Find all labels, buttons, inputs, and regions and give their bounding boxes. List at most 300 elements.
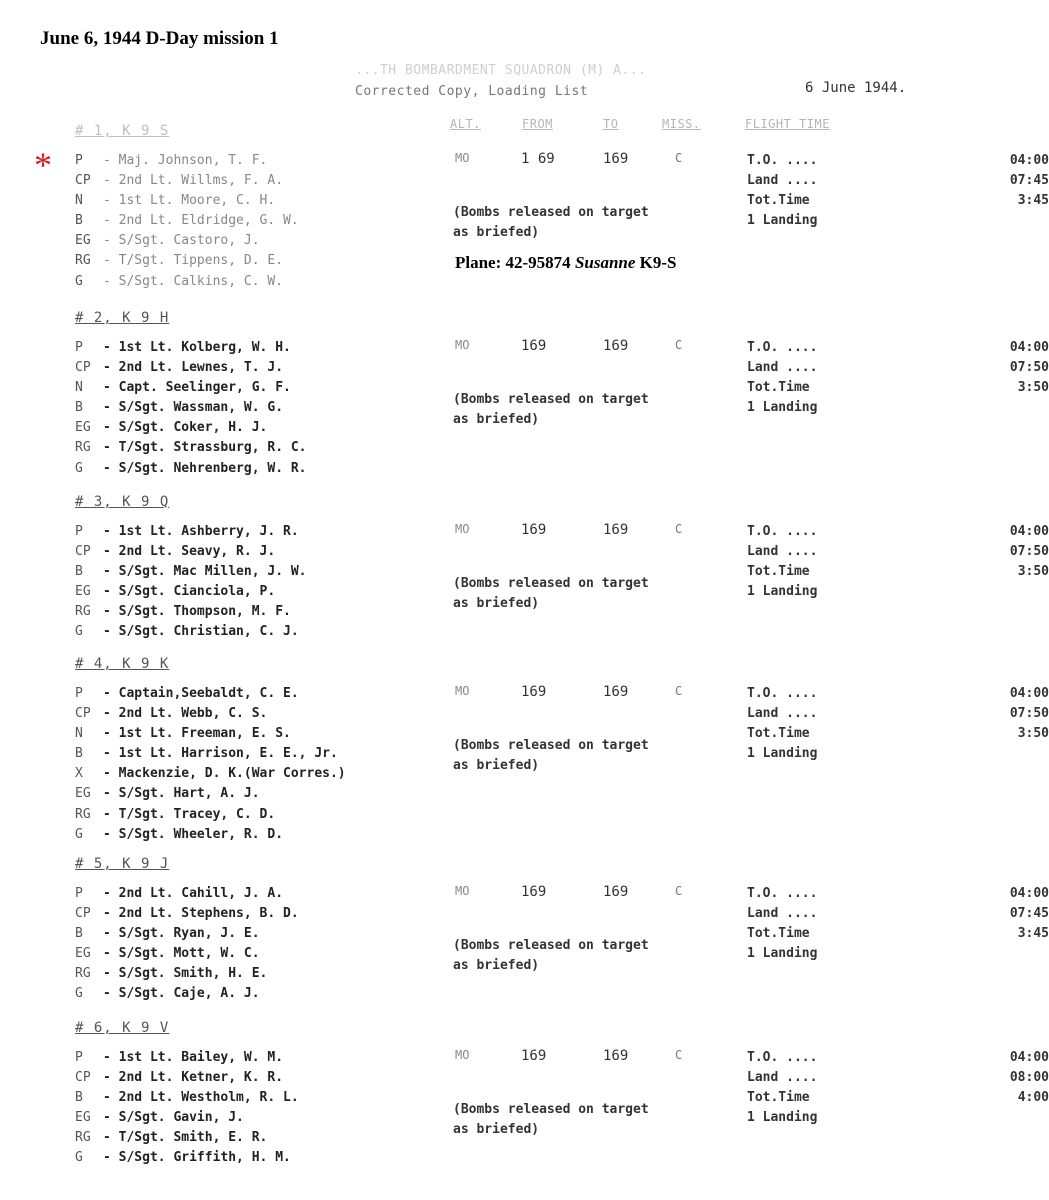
takeoff-time: 04:00 xyxy=(1009,686,1049,701)
bombs-line-2: as briefed) xyxy=(453,958,540,973)
member-name: S/Sgt. Smith, H. E. xyxy=(118,966,268,982)
member-name: S/Sgt. Coker, H. J. xyxy=(118,420,268,436)
land-time: 08:00 xyxy=(1009,1070,1049,1086)
to-value: 169 xyxy=(603,522,629,538)
member-name: T/Sgt. Smith, E. R. xyxy=(118,1130,268,1146)
crew-id: # 3, K 9 Q xyxy=(75,494,170,510)
altitude-value: MO xyxy=(455,1048,470,1062)
member-dash: - xyxy=(103,806,119,822)
landing-row xyxy=(747,704,1049,724)
column-header-to: TO xyxy=(603,117,619,131)
member-name: S/Sgt. Mott, W. C. xyxy=(118,946,260,962)
member-role: G xyxy=(75,826,83,842)
crew-member xyxy=(75,1088,299,1108)
document-subtitle: Corrected Copy, Loading List xyxy=(355,84,589,99)
member-name: Mackenzie, D. K.(War Corres.) xyxy=(118,766,346,782)
total-time: 3:45 xyxy=(1017,193,1049,209)
bombs-line-1: (Bombs released on target xyxy=(453,576,649,591)
member-dash: - xyxy=(103,1070,119,1086)
member-dash: - xyxy=(103,173,119,189)
total-time-row xyxy=(747,924,1049,944)
member-dash: - xyxy=(103,360,119,376)
member-dash: - xyxy=(103,766,119,782)
landing-row xyxy=(747,358,1049,378)
member-role: G xyxy=(75,1150,83,1166)
member-role: B xyxy=(75,564,83,580)
landings-row: 1 Landing xyxy=(747,946,818,962)
bombs-note xyxy=(453,936,649,976)
member-name: S/Sgt. Gavin, J. xyxy=(118,1110,244,1126)
crew-block xyxy=(75,1020,1049,1166)
member-role: CP xyxy=(75,173,91,189)
total-time-label: Tot.Time xyxy=(747,926,810,942)
altitude-value: MO xyxy=(455,684,470,698)
bombs-note xyxy=(453,1100,649,1140)
crew-member xyxy=(75,211,299,231)
crew-member xyxy=(75,764,346,784)
altitude-value: MO xyxy=(455,338,470,352)
member-role: G xyxy=(75,624,83,640)
member-name: 2nd Lt. Stephens, B. D. xyxy=(118,906,299,922)
member-dash: - xyxy=(103,886,119,901)
crew-id: # 6, K 9 V xyxy=(75,1020,170,1036)
member-name: 2nd Lt. Cahill, J. A. xyxy=(118,886,284,901)
member-role: P xyxy=(75,886,83,901)
member-name: 2nd Lt. Ketner, K. R. xyxy=(118,1070,284,1086)
flight-times xyxy=(747,522,1049,602)
total-time-label: Tot.Time xyxy=(747,1090,810,1106)
crew-member xyxy=(75,805,346,825)
flight-times xyxy=(747,1048,1049,1128)
landing-row xyxy=(747,542,1049,562)
member-role: EG xyxy=(75,1110,91,1126)
crew-member xyxy=(75,964,299,984)
member-dash: - xyxy=(103,193,119,209)
member-role: EG xyxy=(75,420,91,436)
total-time-row xyxy=(747,562,1049,582)
total-time-row xyxy=(747,1088,1049,1108)
member-dash: - xyxy=(103,826,119,842)
member-role: EG xyxy=(75,786,91,802)
total-time-row xyxy=(747,724,1049,744)
member-role: EG xyxy=(75,584,91,600)
crew-member xyxy=(75,398,307,418)
member-role: CP xyxy=(75,706,91,722)
land-time: 07:50 xyxy=(1009,360,1049,376)
member-role: RG xyxy=(75,1130,91,1146)
crew-member xyxy=(75,171,299,191)
member-role: CP xyxy=(75,544,91,560)
takeoff-row xyxy=(747,1048,1049,1068)
crew-member xyxy=(75,1108,299,1128)
crew-member xyxy=(75,231,299,251)
altitude-value: MO xyxy=(455,151,470,165)
member-dash: - xyxy=(103,440,119,456)
landings-row: 1 Landing xyxy=(747,400,818,416)
member-role: CP xyxy=(75,906,91,922)
document-date: 6 June 1944. xyxy=(805,80,907,96)
member-name: S/Sgt. Nehrenberg, W. R. xyxy=(118,460,307,476)
member-name: T/Sgt. Tippens, D. E. xyxy=(118,253,284,269)
takeoff-label: T.O. .... xyxy=(747,1050,818,1065)
crew-member xyxy=(75,622,307,642)
land-label: Land .... xyxy=(747,360,818,376)
member-dash: - xyxy=(103,153,119,168)
mission-value: C xyxy=(675,1048,683,1062)
asterisk-marker-icon: * xyxy=(34,145,52,185)
takeoff-row xyxy=(747,684,1049,704)
crew-member xyxy=(75,418,307,438)
member-dash: - xyxy=(103,726,119,742)
landing-row xyxy=(747,1068,1049,1088)
total-time-label: Tot.Time xyxy=(747,726,810,742)
landings-row: 1 Landing xyxy=(747,746,818,762)
takeoff-time: 04:00 xyxy=(1009,153,1049,168)
member-role: P xyxy=(75,524,83,539)
member-role: N xyxy=(75,193,83,209)
member-name: Maj. Johnson, T. F. xyxy=(118,153,268,168)
crew-block xyxy=(75,856,1049,1002)
member-name: 1st Lt. Bailey, W. M. xyxy=(118,1050,284,1065)
land-label: Land .... xyxy=(747,706,818,722)
crew-block xyxy=(75,310,1049,476)
member-name: S/Sgt. Castoro, J. xyxy=(118,233,260,249)
member-dash: - xyxy=(103,786,119,802)
member-role: N xyxy=(75,380,83,396)
member-name: 1st Lt. Ashberry, J. R. xyxy=(118,524,299,539)
member-dash: - xyxy=(103,946,119,962)
member-dash: - xyxy=(103,706,119,722)
crew-member xyxy=(75,459,307,479)
member-name: 2nd Lt. Lewnes, T. J. xyxy=(118,360,284,376)
member-name: T/Sgt. Tracey, C. D. xyxy=(118,806,276,822)
member-dash: - xyxy=(103,906,119,922)
mission-value: C xyxy=(675,684,683,698)
takeoff-label: T.O. .... xyxy=(747,524,818,539)
crew-member xyxy=(75,984,299,1004)
total-time: 3:50 xyxy=(1017,564,1049,580)
bombs-line-1: (Bombs released on target xyxy=(453,1102,649,1117)
crew-member xyxy=(75,151,299,171)
takeoff-row xyxy=(747,522,1049,542)
takeoff-time: 04:00 xyxy=(1009,886,1049,901)
member-name: S/Sgt. Christian, C. J. xyxy=(118,624,299,640)
column-header-flight-time: FLIGHT TIME xyxy=(745,117,830,131)
member-name: 1st Lt. Freeman, E. S. xyxy=(118,726,291,742)
member-role: P xyxy=(75,686,83,701)
member-role: RG xyxy=(75,604,91,620)
takeoff-time: 04:00 xyxy=(1009,340,1049,355)
to-value: 169 xyxy=(603,884,629,900)
member-name: S/Sgt. Caje, A. J. xyxy=(118,986,260,1002)
crew-members xyxy=(75,338,307,479)
total-time: 3:50 xyxy=(1017,726,1049,742)
member-role: P xyxy=(75,1050,83,1065)
member-role: RG xyxy=(75,253,91,269)
member-role: G xyxy=(75,460,83,476)
flight-times xyxy=(747,684,1049,764)
member-dash: - xyxy=(103,1130,119,1146)
takeoff-label: T.O. .... xyxy=(747,686,818,701)
mission-value: C xyxy=(675,151,683,165)
mission-value: C xyxy=(675,884,683,898)
member-name: 1st Lt. Harrison, E. E., Jr. xyxy=(118,746,338,762)
unit-line: ...TH BOMBARDMENT SQUADRON (M) A... xyxy=(355,63,647,78)
total-time-row xyxy=(747,378,1049,398)
column-header-alt: ALT. xyxy=(450,117,481,131)
member-role: P xyxy=(75,340,83,355)
from-value: 169 xyxy=(521,684,547,700)
total-time: 4:00 xyxy=(1017,1090,1049,1106)
member-role: B xyxy=(75,746,83,762)
bombs-line-1: (Bombs released on target xyxy=(453,738,649,753)
member-role: EG xyxy=(75,233,91,249)
bombs-line-1: (Bombs released on target xyxy=(453,392,649,407)
landings-row: 1 Landing xyxy=(747,213,818,229)
member-role: CP xyxy=(75,1070,91,1086)
mission-value: C xyxy=(675,338,683,352)
member-name: Capt. Seelinger, G. F. xyxy=(118,380,291,396)
total-time: 3:50 xyxy=(1017,380,1049,396)
to-value: 169 xyxy=(603,151,629,167)
total-time-label: Tot.Time xyxy=(747,564,810,580)
member-dash: - xyxy=(103,420,119,436)
crew-block xyxy=(75,494,1049,640)
crew-member xyxy=(75,1068,299,1088)
bombs-note xyxy=(453,390,649,430)
member-name: S/Sgt. Hart, A. J. xyxy=(118,786,260,802)
member-dash: - xyxy=(103,233,119,249)
member-name: S/Sgt. Ryan, J. E. xyxy=(118,926,260,942)
crew-member xyxy=(75,744,346,764)
member-dash: - xyxy=(103,746,119,762)
crew-id: # 4, K 9 K xyxy=(75,656,170,672)
crew-id: # 5, K 9 J xyxy=(75,856,170,872)
member-name: T/Sgt. Strassburg, R. C. xyxy=(118,440,307,456)
crew-block xyxy=(75,656,1049,842)
land-label: Land .... xyxy=(747,544,818,560)
bombs-line-1: (Bombs released on target xyxy=(453,205,649,220)
member-dash: - xyxy=(103,624,119,640)
member-name: S/Sgt. Calkins, C. W. xyxy=(118,273,284,289)
member-role: N xyxy=(75,726,83,742)
crew-member xyxy=(75,724,346,744)
crew-members xyxy=(75,522,307,643)
crew-member xyxy=(75,438,307,458)
member-dash: - xyxy=(103,544,119,560)
flight-times xyxy=(747,151,1049,231)
crew-member xyxy=(75,602,307,622)
member-role: X xyxy=(75,766,83,782)
crew-member xyxy=(75,825,346,845)
crew-member xyxy=(75,904,299,924)
member-role: B xyxy=(75,1090,83,1106)
crew-members xyxy=(75,884,299,1005)
member-dash: - xyxy=(103,253,119,269)
altitude-value: MO xyxy=(455,522,470,536)
land-time: 07:45 xyxy=(1009,906,1049,922)
member-dash: - xyxy=(103,604,119,620)
document-header xyxy=(355,60,646,102)
bombs-line-1: (Bombs released on target xyxy=(453,938,649,953)
member-dash: - xyxy=(103,1110,119,1126)
member-dash: - xyxy=(103,564,119,580)
to-value: 169 xyxy=(603,1048,629,1064)
land-time: 07:50 xyxy=(1009,706,1049,722)
member-name: 2nd Lt. Eldridge, G. W. xyxy=(118,213,299,229)
crew-members xyxy=(75,151,299,292)
from-value: 169 xyxy=(521,522,547,538)
landings-row: 1 Landing xyxy=(747,1110,818,1126)
member-name: Captain,Seebaldt, C. E. xyxy=(118,686,299,701)
crew-member xyxy=(75,338,307,358)
member-role: B xyxy=(75,400,83,416)
crew-member xyxy=(75,944,299,964)
to-value: 169 xyxy=(603,684,629,700)
crew-member xyxy=(75,191,299,211)
member-dash: - xyxy=(103,273,119,289)
member-name: 2nd Lt. Westholm, R. L. xyxy=(118,1090,299,1106)
bombs-line-2: as briefed) xyxy=(453,758,540,773)
landings-row: 1 Landing xyxy=(747,584,818,600)
crew-id: # 1, K 9 S xyxy=(75,123,170,139)
crew-members xyxy=(75,1048,299,1169)
member-role: RG xyxy=(75,966,91,982)
bombs-line-2: as briefed) xyxy=(453,596,540,611)
member-role: B xyxy=(75,926,83,942)
from-value: 169 xyxy=(521,1048,547,1064)
takeoff-label: T.O. .... xyxy=(747,886,818,901)
member-name: S/Sgt. Wassman, W. G. xyxy=(118,400,284,416)
crew-member xyxy=(75,704,346,724)
bombs-line-2: as briefed) xyxy=(453,225,540,240)
crew-member xyxy=(75,358,307,378)
member-role: RG xyxy=(75,806,91,822)
landing-row xyxy=(747,904,1049,924)
land-label: Land .... xyxy=(747,906,818,922)
member-name: 2nd Lt. Seavy, R. J. xyxy=(118,544,276,560)
from-value: 169 xyxy=(521,338,547,354)
member-dash: - xyxy=(103,213,119,229)
crew-member xyxy=(75,1148,299,1168)
bombs-note xyxy=(453,736,649,776)
member-name: S/Sgt. Griffith, H. M. xyxy=(118,1150,291,1166)
member-dash: - xyxy=(103,524,119,539)
member-name: S/Sgt. Mac Millen, J. W. xyxy=(118,564,307,580)
member-dash: - xyxy=(103,966,119,982)
member-dash: - xyxy=(103,686,119,701)
member-name: 2nd Lt. Webb, C. S. xyxy=(118,706,268,722)
member-dash: - xyxy=(103,1050,119,1065)
member-role: G xyxy=(75,273,83,289)
member-name: 1st Lt. Moore, C. H. xyxy=(118,193,276,209)
mission-value: C xyxy=(675,522,683,536)
land-time: 07:50 xyxy=(1009,544,1049,560)
from-value: 169 xyxy=(521,884,547,900)
crew-member xyxy=(75,784,346,804)
bombs-line-2: as briefed) xyxy=(453,1122,540,1137)
member-dash: - xyxy=(103,460,119,476)
plane-note-prefix: Plane: 42-95874 xyxy=(455,253,575,272)
takeoff-label: T.O. .... xyxy=(747,153,818,168)
member-name: S/Sgt. Cianciola, P. xyxy=(118,584,276,600)
member-dash: - xyxy=(103,584,119,600)
member-dash: - xyxy=(103,400,119,416)
crew-member xyxy=(75,1048,299,1068)
member-name: 2nd Lt. Willms, F. A. xyxy=(118,173,284,189)
crew-id: # 2, K 9 H xyxy=(75,310,170,326)
crew-member xyxy=(75,542,307,562)
land-time: 07:45 xyxy=(1009,173,1049,189)
bombs-note xyxy=(453,203,649,243)
plane-note-name: Susanne xyxy=(574,253,636,272)
member-role: RG xyxy=(75,440,91,456)
crew-member xyxy=(75,251,299,271)
crew-member xyxy=(75,884,299,904)
member-role: CP xyxy=(75,360,91,376)
crew-member xyxy=(75,1128,299,1148)
land-label: Land .... xyxy=(747,173,818,189)
crew-member xyxy=(75,562,307,582)
flight-times xyxy=(747,884,1049,964)
crew-member xyxy=(75,684,346,704)
member-role: B xyxy=(75,213,83,229)
bombs-note xyxy=(453,574,649,614)
plane-note xyxy=(455,253,677,273)
member-dash: - xyxy=(103,986,119,1002)
crew-member xyxy=(75,378,307,398)
from-value: 1 69 xyxy=(521,151,555,167)
takeoff-row xyxy=(747,884,1049,904)
total-time-label: Tot.Time xyxy=(747,380,810,396)
takeoff-label: T.O. .... xyxy=(747,340,818,355)
member-name: S/Sgt. Wheeler, R. D. xyxy=(118,826,284,842)
column-header-miss: MISS. xyxy=(662,117,701,131)
land-label: Land .... xyxy=(747,1070,818,1086)
landing-row xyxy=(747,171,1049,191)
member-name: 1st Lt. Kolberg, W. H. xyxy=(118,340,291,355)
member-role: EG xyxy=(75,946,91,962)
total-time: 3:45 xyxy=(1017,926,1049,942)
to-value: 169 xyxy=(603,338,629,354)
member-dash: - xyxy=(103,380,119,396)
takeoff-row xyxy=(747,151,1049,171)
crew-member xyxy=(75,924,299,944)
member-role: G xyxy=(75,986,83,1002)
crew-member xyxy=(75,582,307,602)
total-time-label: Tot.Time xyxy=(747,193,810,209)
altitude-value: MO xyxy=(455,884,470,898)
takeoff-time: 04:00 xyxy=(1009,524,1049,539)
plane-note-suffix: K9-S xyxy=(635,253,677,272)
column-header-from: FROM xyxy=(522,117,553,131)
member-dash: - xyxy=(103,340,119,355)
page-caption: June 6, 1944 D-Day mission 1 xyxy=(40,28,279,49)
total-time-row xyxy=(747,191,1049,211)
bombs-line-2: as briefed) xyxy=(453,412,540,427)
member-dash: - xyxy=(103,926,119,942)
member-dash: - xyxy=(103,1150,119,1166)
member-name: S/Sgt. Thompson, M. F. xyxy=(118,604,291,620)
crew-members xyxy=(75,684,346,845)
crew-member xyxy=(75,522,307,542)
member-role: P xyxy=(75,153,83,168)
crew-member xyxy=(75,272,299,292)
flight-times xyxy=(747,338,1049,418)
member-dash: - xyxy=(103,1090,119,1106)
takeoff-time: 04:00 xyxy=(1009,1050,1049,1065)
takeoff-row xyxy=(747,338,1049,358)
